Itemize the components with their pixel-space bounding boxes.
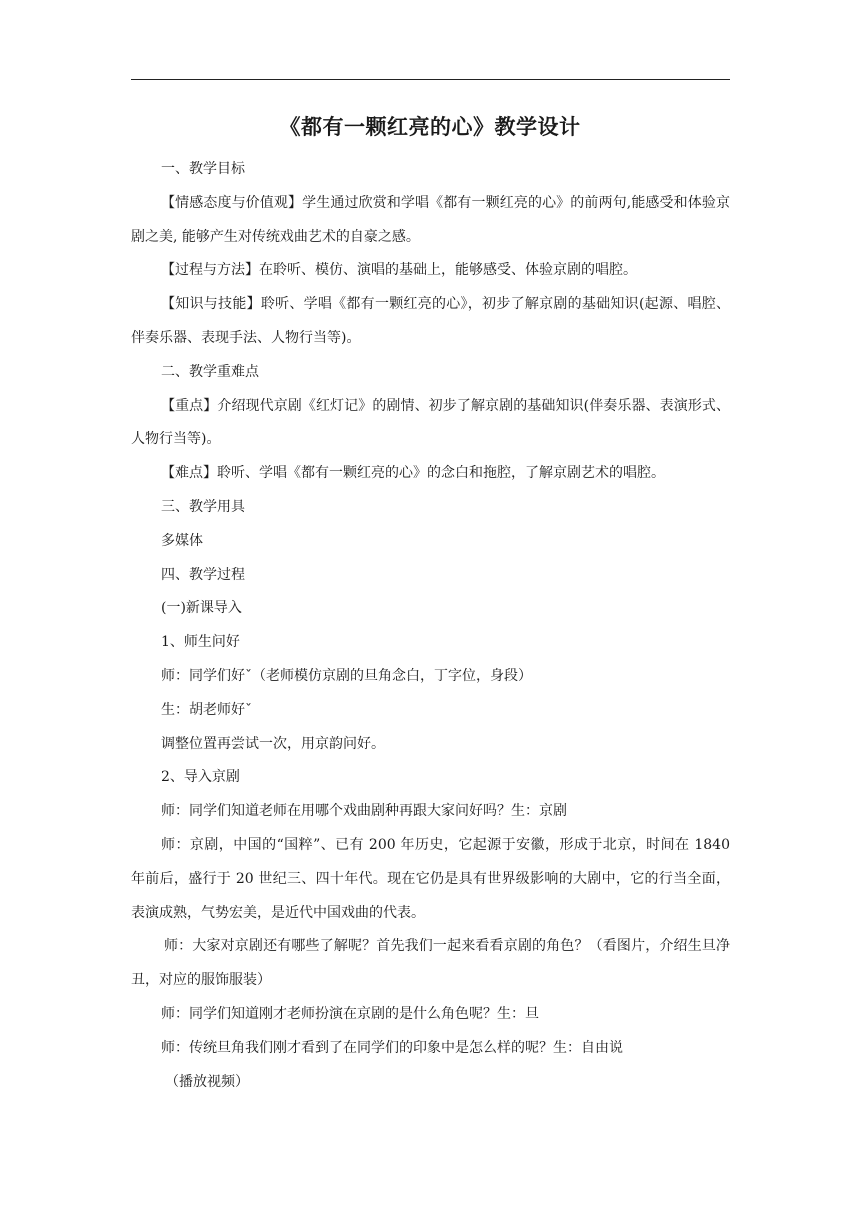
paragraph-tools: 多媒体: [161, 532, 203, 549]
dialogue-line: 师：传统旦角我们刚才看到了在同学们的印象中是怎么样的呢？生：自由说: [161, 1039, 623, 1056]
dialogue-line: 师：同学们知道刚才老师扮演在京剧的是什么角色呢？生：旦: [161, 1005, 539, 1022]
section-heading-process: 四、教学过程: [161, 566, 245, 583]
section-heading-objectives: 一、教学目标: [161, 161, 245, 177]
subheading-intro: (一)新课导入: [161, 600, 242, 617]
section-heading-tools: 三、教学用具: [161, 498, 245, 515]
paragraph-process-method: 【过程与方法】在聆听、模仿、演唱的基础上，能够感受、体验京剧的唱腔。: [161, 262, 637, 279]
document-title: 《都有一颗红亮的心》教学设计: [279, 115, 581, 139]
paragraph-attitude-values: 【情感态度与价值观】学生通过欣赏和学唱《都有一颗红亮的心》的前两句,能感受和体验京剧之美, 能够产生对传统戏曲艺术的自豪之感。: [131, 194, 730, 245]
header-rule: [131, 79, 730, 80]
dialogue-line: 生：胡老师好ˇ: [161, 701, 252, 718]
paragraph-key-point: 【重点】介绍现代京剧《红灯记》的剧情、初步了解京剧的基础知识(伴奏乐器、表演形式、人物行当等)。: [131, 397, 730, 448]
step-greeting: 1、师生问好: [161, 634, 240, 651]
paragraph-difficulty: 【难点】聆听、学唱《都有一颗红亮的心》的念白和拖腔，了解京剧艺术的唱腔。: [161, 465, 665, 482]
paragraph-knowledge-skills: 【知识与技能】聆听、学唱《都有一颗红亮的心》，初步了解京剧的基础知识(起源、唱腔、伴奏乐器、表现手法、人物行当等)。: [131, 296, 730, 346]
stage-note: （播放视频）: [165, 1073, 249, 1090]
dialogue-line: 师：京剧，中国的“国粹”、已有 200 年历史，它起源于安徽，形成于北京，时间在 1840 年前后，盛行于 20 世纪三、四十年代。现在它仍是具有世界级影响的大剧中，它的行当全面，表演成熟，气势宏美，是近代中国戏曲的代表。: [131, 836, 730, 921]
paragraph-instruction: 调整位置再尝试一次，用京韵问好。: [161, 735, 385, 752]
dialogue-line: 师：同学们知道老师在用哪个戏曲剧种再跟大家问好吗？生：京剧: [161, 803, 567, 820]
section-heading-key-points: 二、教学重难点: [161, 363, 259, 380]
document-body: [131, 153, 730, 1099]
step-intro-opera: 2、导入京剧: [161, 769, 240, 786]
dialogue-line: 师：大家对京剧还有哪些了解呢？首先我们一起来看看京剧的角色？（看图片，介绍生旦净丑，对应的服饰服装）: [131, 938, 730, 989]
dialogue-line: 师：同学们好ˇ（老师模仿京剧的旦角念白，丁字位，身段）: [161, 667, 532, 684]
